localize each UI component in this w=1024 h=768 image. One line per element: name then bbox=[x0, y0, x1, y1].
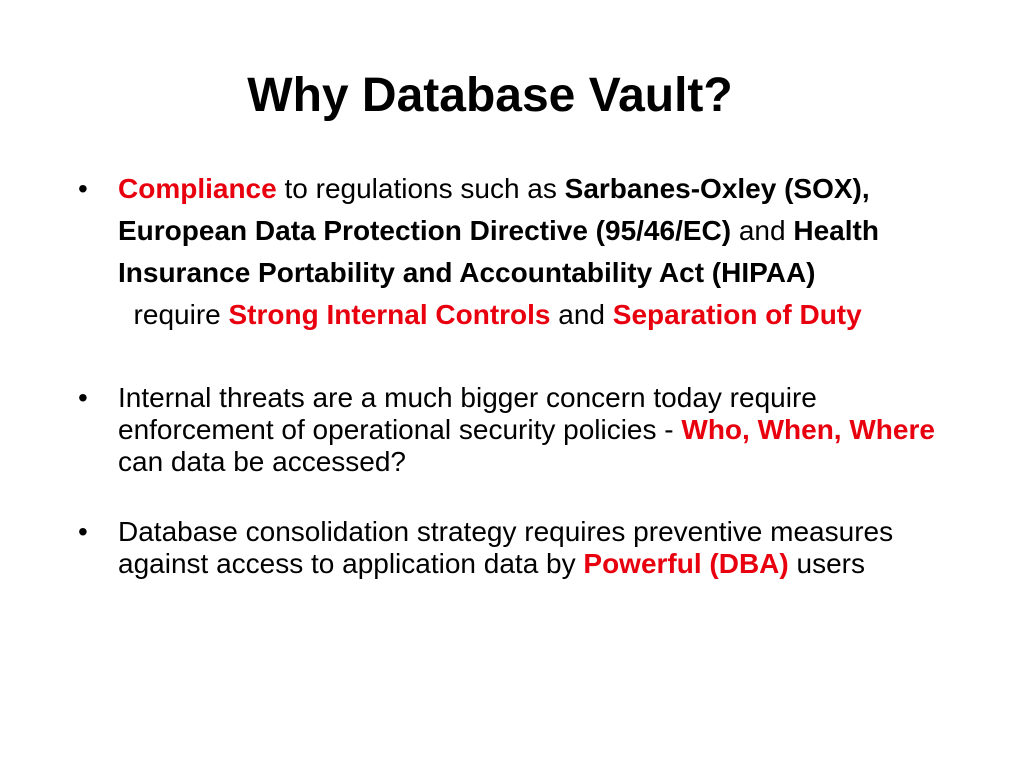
text-segment: require bbox=[118, 299, 229, 330]
text-segment: Database consolidation strategy requires preventive measures against access to application data by bbox=[118, 516, 894, 579]
text-segment: users bbox=[788, 548, 865, 579]
regulations-text: Sarbanes-Oxley (SOX), European Data Protection Directive (95/46/EC) bbox=[118, 173, 870, 246]
text-segment: Internal threats are a much bigger concern today require enforcement of operational security policies - bbox=[118, 382, 817, 445]
text-segment: and bbox=[550, 299, 613, 330]
bullet-marker: • bbox=[78, 173, 88, 204]
who-when-where-text: Who, When, Where bbox=[681, 414, 935, 445]
separation-of-duty-text: Separation of Duty bbox=[612, 299, 862, 330]
text-segment: can data be accessed? bbox=[118, 446, 406, 477]
text-segment: to regulations such as bbox=[276, 173, 565, 204]
bullet-item-consolidation bbox=[78, 516, 948, 580]
text-segment: and bbox=[731, 215, 794, 246]
bullet-marker: • bbox=[78, 516, 88, 547]
slide-title: Why Database Vault? bbox=[247, 69, 733, 122]
bullet-marker: • bbox=[78, 382, 88, 413]
compliance-text: Compliance bbox=[118, 173, 277, 204]
hipaa-text: Health Insurance Portability and Accountability Act (HIPAA) bbox=[118, 215, 879, 288]
strong-internal-controls-text: Strong Internal Controls bbox=[228, 299, 551, 330]
bullet-list bbox=[78, 168, 948, 580]
bullet-item-internal-threats bbox=[78, 382, 948, 478]
bullet-item-compliance bbox=[78, 168, 948, 336]
powerful-dba-text: Powerful (DBA) bbox=[583, 548, 789, 579]
